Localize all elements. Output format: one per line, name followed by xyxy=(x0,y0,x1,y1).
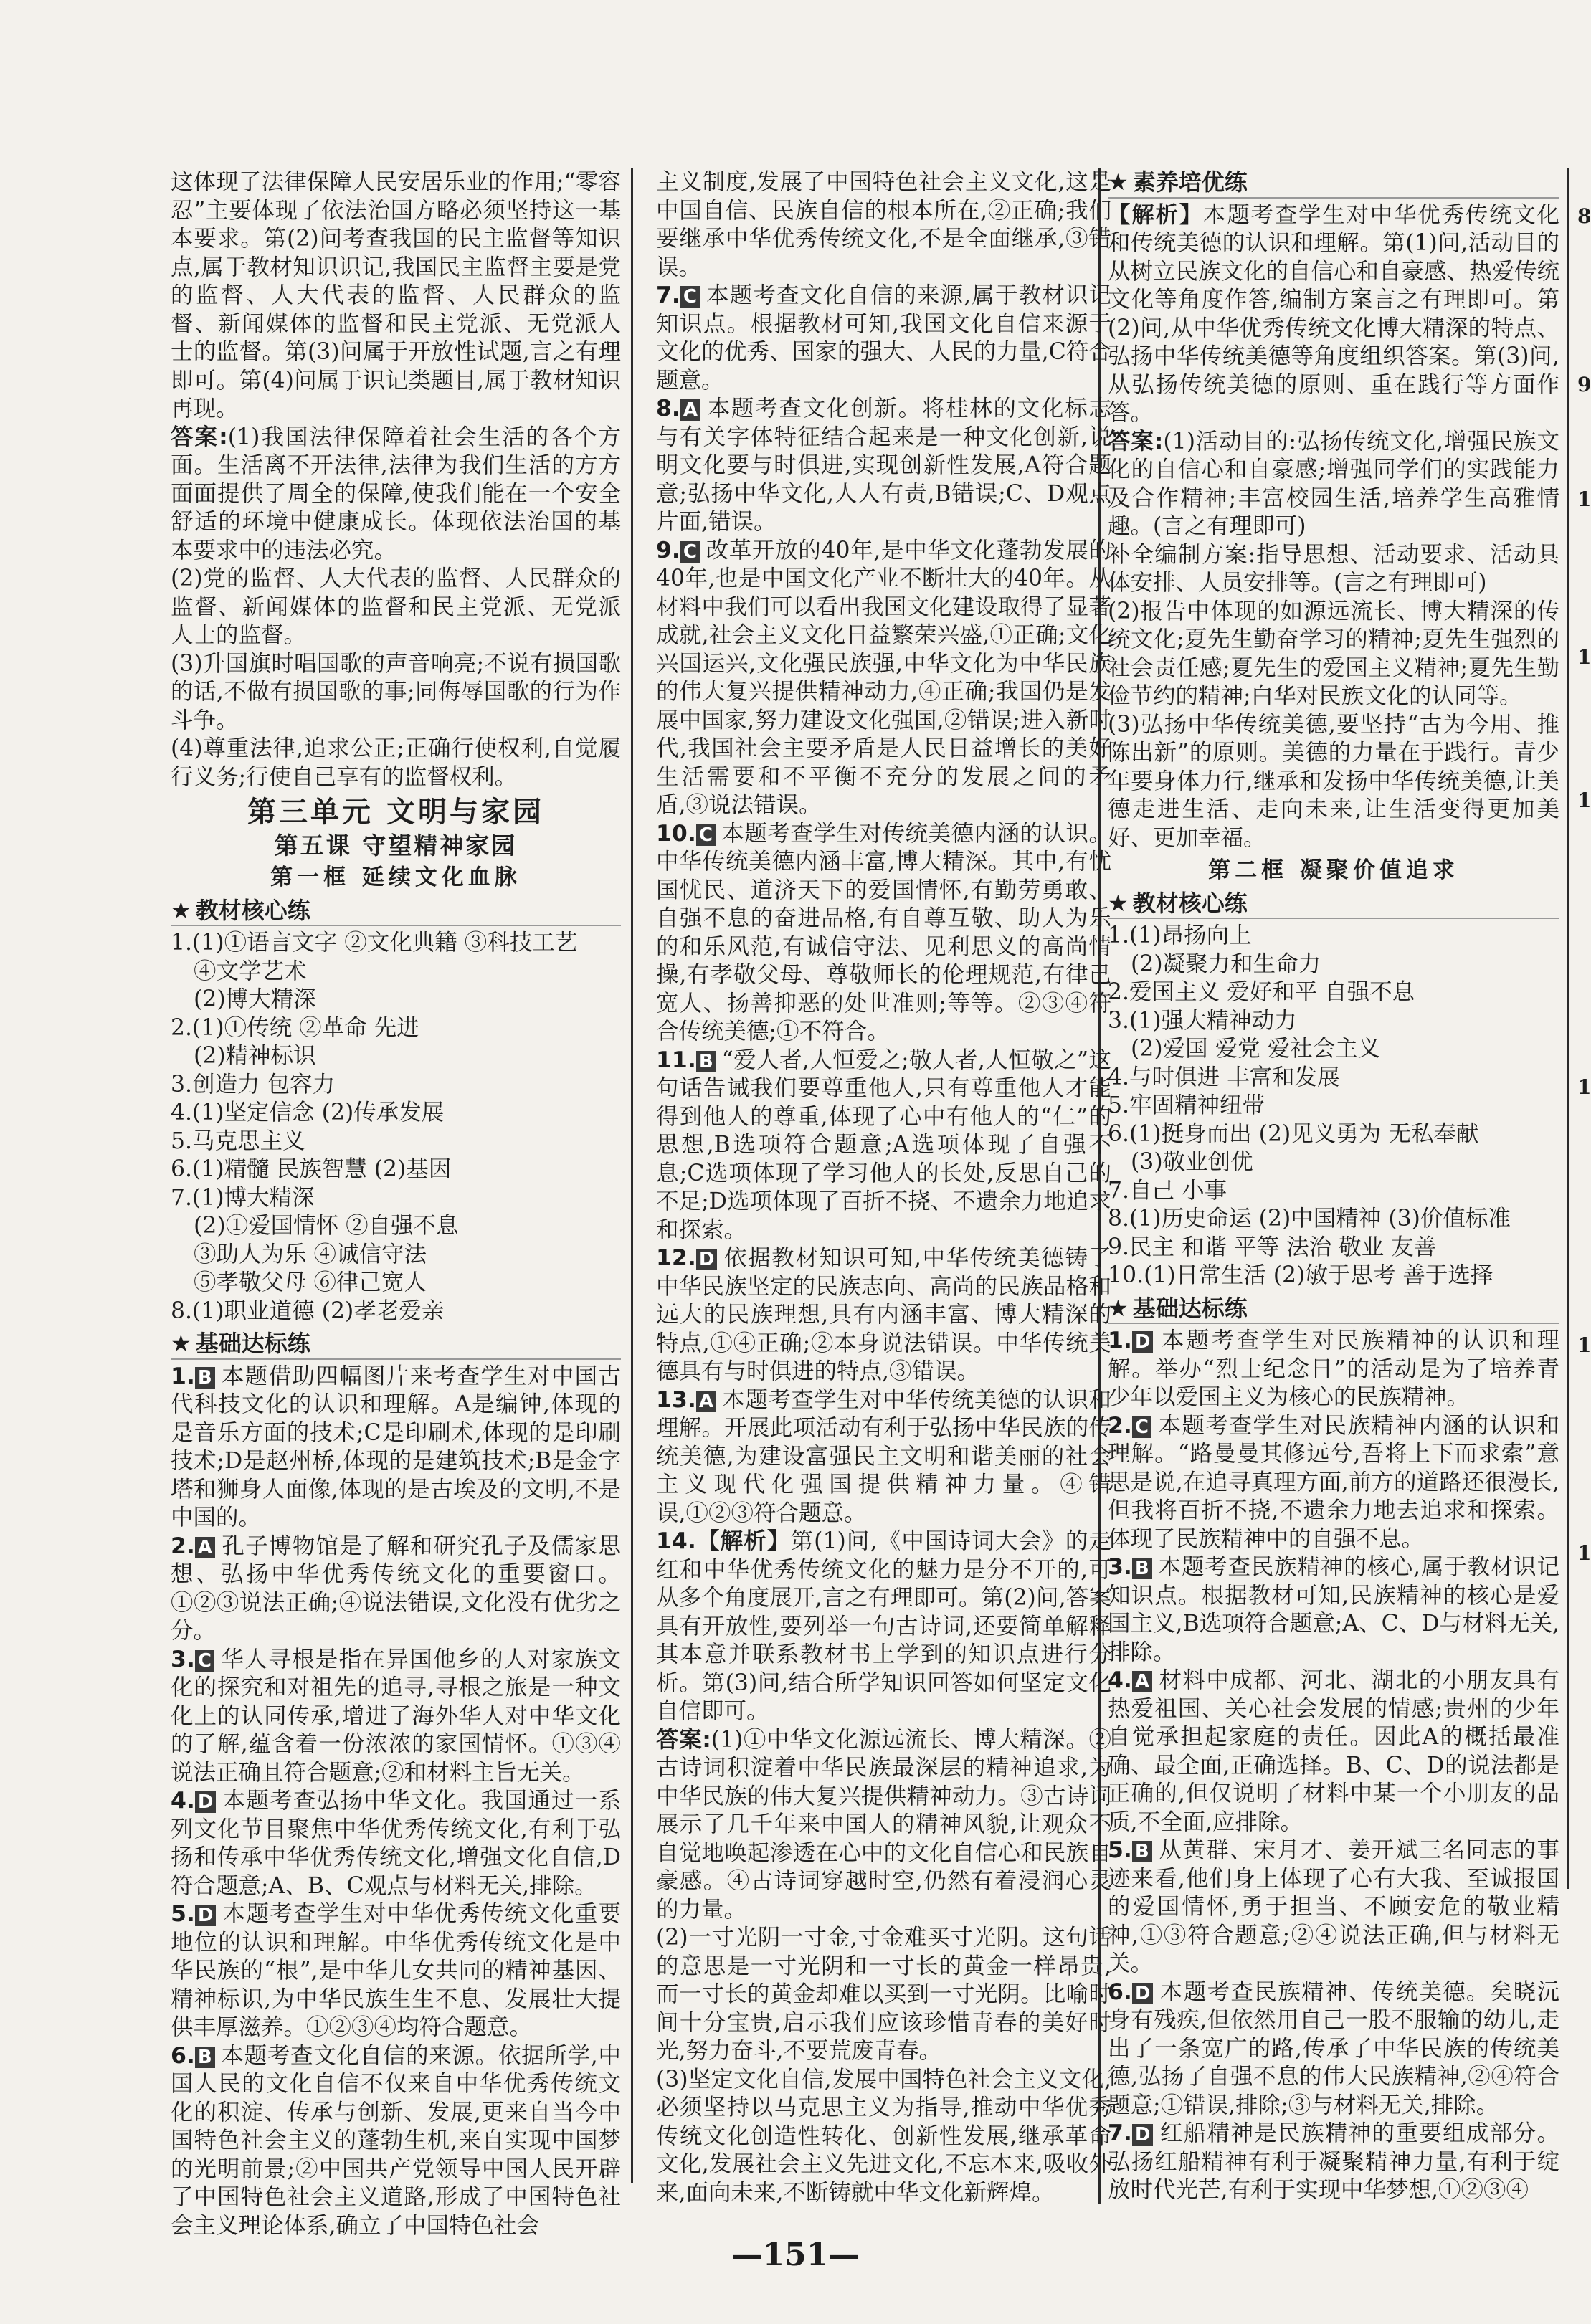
question xyxy=(656,1047,1111,1245)
question-text: 本题考查民族精神的核心,属于教材识记知识点。根据教材可知,民族精神的核心是爱国主义,B选项符合题意;A、C、D与材料无关,排除。 xyxy=(1108,1554,1559,1665)
question xyxy=(656,1386,1111,1528)
question xyxy=(656,1244,1111,1386)
answer-badge: B xyxy=(195,1367,215,1389)
column-right xyxy=(1108,168,1559,2205)
question xyxy=(1108,1667,1559,1837)
question-number: 3. xyxy=(171,1646,195,1672)
answer-badge: B xyxy=(195,2047,215,2068)
answer-paragraph xyxy=(171,424,621,566)
column-left xyxy=(171,168,621,2240)
edge-mark: 1 xyxy=(1577,645,1591,669)
question-text: 本题考查学生对中华优秀传统文化重要地位的认识和理解。中华优秀传统文化是中华民族的“根”,是中华儿女共同的精神基因、精神标识,为中华民族生生不息、发展壮大提供丰厚滋养。①②③④均符合题意。 xyxy=(171,1901,621,2040)
list-item: (2)①爱国情怀 ②自强不息 xyxy=(194,1213,459,1239)
question xyxy=(656,1528,1111,1726)
answer-paragraph: (3)升国旗时唱国歌的声音响亮;不说有损国歌的话,不做有损国歌的事;同侮辱国歌的行为作斗争。 xyxy=(171,650,621,733)
answer-badge: B xyxy=(1132,1841,1152,1862)
question xyxy=(656,395,1111,537)
list-item: ⑤孝敬父母 ⑥律己宽人 xyxy=(194,1270,427,1295)
analysis-paragraph xyxy=(1108,201,1559,428)
list-item: (2)博大精深 xyxy=(194,986,316,1012)
question-text: 改革开放的40年,是中华文化蓬勃发展的40年,也是中国文化产业不断壮大的40年。从材料中我们可以看出我国文化建设取得了显著成就,社会主义文化日益繁荣兴盛,①正确;文化兴国运兴,文化强民族强,中华文化为中华民族的伟大复兴提供精神动力,④正确;我国仍是发展中国家,努力建设文化强国,②错误;进入新时代,我国社会主要矛盾是人民日益增长的美好生活需要和不平衡不充分的发展之间的矛盾,③说法错误。 xyxy=(656,537,1111,818)
edge-mark: 8 xyxy=(1577,204,1591,228)
question xyxy=(656,282,1111,395)
edge-mark: 1 xyxy=(1577,487,1591,511)
answer-badge: C xyxy=(680,541,700,563)
star-icon: ★ xyxy=(1108,889,1129,917)
answer-text: (1)我国法律保障着社会生活的各个方面。生活离不开法律,法律为我们生活的方方面面提供了周全的保障,使我们能在一个安全舒适的环境中健康成长。体现依法治国的基本要求中的违法必究。 xyxy=(171,424,621,563)
list-item: (2)爱国 爱党 爱社会主义 xyxy=(1131,1036,1381,1062)
question-number: 1. xyxy=(1108,1328,1132,1353)
page-number: —151— xyxy=(731,2237,860,2273)
question-number: 7. xyxy=(656,282,680,308)
column-rule-1 xyxy=(631,168,633,2183)
paragraph: 这体现了法律保障人民安居乐业的作用;“零容忍”主要体现了依法治国方略必须坚持这一基本要求。第(2)问考查我国的民主监督等知识点,属于教材知识识记,我国民主监督主要是党的监督、人大代表的监督、人民群众的监督、新闻媒体的监督和民主党派、无党派人士的监督。第(3)问属于开放性试题,言之有理即可。第(4)问属于识记类题目,属于教材知识再现。 xyxy=(171,169,621,422)
question-number: 4. xyxy=(1108,1667,1132,1693)
section-heading xyxy=(171,897,621,927)
question-number: 1. xyxy=(171,1363,195,1389)
question xyxy=(171,1363,621,1533)
answer-paragraph: (2)党的监督、人大代表的监督、人民群众的监督、新闻媒体的监督和民主党派、无党派人士的监督。 xyxy=(171,566,621,648)
section-heading-text: 教材核心练 xyxy=(1132,889,1248,917)
question xyxy=(171,2042,621,2241)
answer-badge: B xyxy=(1132,1558,1152,1579)
question xyxy=(656,820,1111,1047)
question-number: 6. xyxy=(1108,1978,1132,2005)
answer-badge: B xyxy=(696,1051,716,1072)
question-number: 2. xyxy=(1108,1412,1132,1439)
unit-title: 第三单元 文明与家园 xyxy=(247,796,544,829)
list-item: 2.爱国主义 爱好和平 自强不息 xyxy=(1108,979,1415,1005)
star-icon: ★ xyxy=(171,896,191,924)
list-item: 4.与时俱进 丰富和发展 xyxy=(1108,1064,1340,1090)
question-text: “爱人者,人恒爱之;敬人者,人恒敬之”这句话告诫我们要尊重他人,只有尊重他人才能得到他人的尊重,体现了心中有他人的“仁”的思想,B选项符合题意;A选项体现了自强不息;C选项体现了学习他人的长处,反思自己的不足;D选项体现了百折不挠、不遗余力地追求和探索。 xyxy=(656,1047,1111,1243)
frame-title: 第二框 凝聚价值追求 xyxy=(1208,857,1459,883)
answer-badge: A xyxy=(1132,1671,1152,1692)
list-item: 2.(1)①传统 ②革命 先进 xyxy=(171,1014,419,1041)
column-middle xyxy=(656,168,1111,2207)
section-heading-text: 基础达标练 xyxy=(195,1330,310,1357)
answer-badge: A xyxy=(680,399,700,421)
list-item: 3.创造力 包容力 xyxy=(171,1071,336,1097)
answer-badge: D xyxy=(195,1905,217,1926)
question-text: 本题考查文化创新。将桂林的文化标志与有关字体特征结合起来是一种文化创新,说明文化要与时俱进,实现创新性发展,A符合题意;弘扬中华文化,人人有责,B错误;C、D观点片面,错误。 xyxy=(656,396,1111,535)
answer-paragraph: (3)坚定文化自信,发展中国特色社会主义文化,必须坚持以马克思主义为指导,推动中华优秀传统文化创造性转化、创新性发展,继承革命文化,发展社会主义先进文化,不忘本来,吸收外来,面向未来,不断铸就中华文化新辉煌。 xyxy=(656,2066,1111,2206)
question xyxy=(1108,1327,1559,1412)
question xyxy=(171,1787,621,1900)
answer-paragraph: 补全编制方案:指导思想、活动要求、活动具体安排、人员安排等。(言之有理即可) xyxy=(1108,541,1559,596)
list-item: ④文学艺术 xyxy=(194,958,307,984)
star-icon: ★ xyxy=(1108,1294,1129,1322)
question-number: 4. xyxy=(171,1788,195,1814)
section-heading xyxy=(171,1330,621,1360)
question-number: 7. xyxy=(1108,2120,1132,2146)
answer-badge: A xyxy=(696,1391,716,1412)
star-icon: ★ xyxy=(171,1330,191,1357)
answer-label: 答案: xyxy=(1108,428,1164,454)
list-item: (2)凝聚力和生命力 xyxy=(1131,951,1321,977)
question-text: 华人寻根是指在异国他乡的人对家族文化的探究和对祖先的追寻,寻根之旅是一种文化上的认同传承,增进了海外华人对中华文化的了解,蕴含着一份浓浓的家国情怀。①③④说法正确且符合题意;②和材料主旨无关。 xyxy=(171,1646,621,1786)
question-number: 5. xyxy=(171,1901,195,1927)
question-text: 本题考查文化自信的来源。依据所学,中国人民的文化自信不仅来自中华优秀传统文化的积淀、传承与创新、发展,更来自当今中国特色社会主义的蓬勃生机,来自实现中国梦的光明前景;②中国共产党领导中国人民开辟了中国特色社会主义道路,形成了中国特色社会主义理论体系,确立了中国特色社会 xyxy=(171,2042,621,2239)
answer-badge: D xyxy=(1132,2124,1154,2146)
question-text: 第(1)问,《中国诗词大会》的走红和中华优秀传统文化的魅力是分不开的,可从多个角度展开,言之有理即可。第(2)问,答案具有开放性,要列举一句古诗词,还要简单解释其本意并联系教材书上学到的知识点进行分析。第(3)问,结合所学知识回答如何坚定文化自信即可。 xyxy=(656,1528,1111,1724)
answer-badge: C xyxy=(680,286,700,308)
list-item: 4.(1)坚定信念 (2)传承发展 xyxy=(171,1100,445,1125)
section-heading-text: 基础达标练 xyxy=(1132,1294,1248,1322)
question xyxy=(1108,2120,1559,2205)
analysis-label: 【解析】 xyxy=(695,1528,791,1554)
question-text: 从黄群、宋月才、姜开斌三名同志的事迹来看,他们身上体现了心有大我、至诚报国的爱国情怀,勇于担当、不顾安危的敬业精神,①③符合题意;②④说法正确,但与材料无关。 xyxy=(1108,1837,1559,1976)
list-item: 7.自己 小事 xyxy=(1108,1177,1227,1204)
question xyxy=(1108,1412,1559,1554)
list-item: 9.民主 和谐 平等 法治 敬业 友善 xyxy=(1108,1234,1437,1260)
answer-paragraph: (4)尊重法律,追求公正;正确行使权利,自觉履行义务;行使自己享有的监督权利。 xyxy=(171,735,621,790)
question-number: 12. xyxy=(656,1245,696,1271)
answer-paragraph xyxy=(1108,428,1559,541)
question-number: 13. xyxy=(656,1386,696,1413)
list-item: 6.(1)精髓 民族智慧 (2)基因 xyxy=(171,1156,452,1182)
question xyxy=(1108,1553,1559,1667)
answer-paragraph xyxy=(656,1726,1111,1925)
paragraph: 主义制度,发展了中国特色社会主义文化,这是中国自信、民族自信的根本所在,②正确;我们要继承中华优秀传统文化,不是全面继承,③错误。 xyxy=(656,169,1111,280)
list-item: 6.(1)挺身而出 (2)见义勇为 无私奉献 xyxy=(1108,1120,1479,1147)
analysis-label: 【解析】 xyxy=(1108,201,1203,228)
edge-mark: 9 xyxy=(1577,373,1591,396)
answer-badge: D xyxy=(696,1249,718,1270)
question xyxy=(1108,1978,1559,2120)
question-text: 本题借助四幅图片来考查学生对中国古代科技文化的认识和理解。A是编钟,体现的是音乐方面的技术;C是印刷术,体现的是印刷技术;D是赵州桥,体现的是建筑技术;B是金字塔和狮身人面像,体现的是古埃及的文明,不是中国的。 xyxy=(171,1363,621,1530)
star-icon: ★ xyxy=(1108,168,1129,196)
list-item: 1.(1)昂扬向上 xyxy=(1108,923,1252,948)
question-text: 本题考查学生对传统美德内涵的认识。中华传统美德内涵丰富,博大精深。其中,有忧国忧民、道济天下的爱国情怀,有勤劳勇敢、自强不息的奋进品格,有自尊互敬、助人为乐的和乐风范,有诚信守法、见利思义的高尚情操,有孝敬父母、尊敬师长的伦理规范,有律己宽人、扬善抑恶的处世准则;等等。②③④符合传统美德;①不符合。 xyxy=(656,820,1111,1044)
list-item: 5.马克思主义 xyxy=(171,1128,305,1154)
answer-paragraph: (2)报告中体现的如源远流长、博大精深的传统文化;夏先生勤奋学习的精神;夏先生强烈的社会责任感;夏先生的爱国主义精神;夏先生勤俭节约的精神;白华对民族文化的认同等。 xyxy=(1108,598,1559,709)
question-number: 10. xyxy=(656,820,696,847)
analysis-text: 本题考查学生对中华优秀传统文化和传统美德的认识和理解。第(1)问,活动目的从树立民族文化的自信心和自豪感、热爱传统文化等角度作答,编制方案言之有理即可。第(2)问,从中华优秀传统文化博大精深的特点、弘扬中华传统美德等角度组织答案。第(3)问,从弘扬传统美德的原则、重在践行等方面作答。 xyxy=(1108,201,1560,426)
list-item: 1.(1)①语言文字 ②文化典籍 ③科技工艺 xyxy=(171,930,578,956)
answer-badge: C xyxy=(1132,1416,1151,1438)
answer-label: 答案: xyxy=(656,1726,711,1753)
list-item: 8.(1)职业道德 (2)孝老爱亲 xyxy=(171,1297,445,1324)
list-item: 5.牢固精神纽带 xyxy=(1108,1092,1265,1118)
question-text: 材料中成都、河北、湖北的小朋友具有热爱祖国、关心社会发展的情感;贵州的少年自觉承担起家庭的责任。因此A的概括最准确、最全面,正确选择。B、C、D的说法都是正确的,但仅说明了材料中某一个小朋友的品质,不全面,应排除。 xyxy=(1108,1667,1559,1835)
question-text: 本题考查学生对民族精神的认识和理解。举办“烈士纪念日”的活动是为了培养青少年以爱国主义为核心的民族精神。 xyxy=(1108,1328,1559,1410)
edge-mark: 1 xyxy=(1577,1333,1591,1357)
question-text: 本题考查文化自信的来源,属于教材识记知识点。根据教材可知,我国文化自信来源于文化的优秀、国家的强大、人民的力量,C符合题意。 xyxy=(656,282,1111,394)
question xyxy=(171,1533,621,1646)
list-item: 10.(1)日常生活 (2)敏于思考 善于选择 xyxy=(1108,1262,1493,1288)
question-number: 6. xyxy=(171,2042,195,2069)
section-heading-text: 教材核心练 xyxy=(195,896,310,924)
answer-badge: C xyxy=(195,1650,214,1672)
answer-badge: D xyxy=(1132,1331,1154,1353)
list-item: ③助人为乐 ④诚信守法 xyxy=(194,1241,427,1267)
answer-paragraph: (2)一寸光阴一寸金,寸金难买寸光阴。这句话的意思是一寸光阴和一寸长的黄金一样昂贵,而一寸长的黄金却难以买到一寸光阴。比喻时间十分宝贵,启示我们应该珍惜青春的美好时光,努力奋斗,不要荒废青春。 xyxy=(656,1925,1111,2064)
question xyxy=(171,1646,621,1788)
answer-badge: A xyxy=(195,1537,215,1558)
question-text: 本题考查学生对民族精神内涵的认识和理解。“路曼曼其修远兮,吾将上下而求索”意思是说,在追寻真理方面,前方的道路还很漫长,但我将百折不挠,不遗余力地去追求和探索。体现了民族精神中的自强不息。 xyxy=(1108,1412,1559,1552)
column-rule-3 xyxy=(1567,168,1569,1889)
question-text: 本题考查民族精神、传统美德。矣晓沅身有残疾,但依然用自己一股不服输的幼儿,走出了一条宽广的路,传承了中华民族的传统美德,弘扬了自强不息的伟大民族精神,②④符合题意;①错误,排除;③与材料无关,排除。 xyxy=(1108,1978,1559,2118)
edge-mark: 1 xyxy=(1577,789,1591,812)
question-number: 2. xyxy=(171,1533,195,1559)
question-text: 本题考查学生对中华传统美德的认识和理解。开展此项活动有利于弘扬中华民族的传统美德,为建设富强民主文明和谐美丽的社会主义现代化强国提供精神力量。④错误,①②③符合题意。 xyxy=(656,1386,1111,1526)
edge-mark: 1 xyxy=(1577,1541,1591,1565)
question-number: 11. xyxy=(656,1047,696,1073)
question-number: 9. xyxy=(656,537,680,563)
list-item: (2)精神标识 xyxy=(194,1043,316,1069)
list-item: (3)敬业创优 xyxy=(1131,1149,1253,1175)
question-text: 本题考查弘扬中华文化。我国通过一系列文化节目聚焦中华优秀传统文化,有利于弘扬和传承中华优秀传统文化,增强文化自信,D符合题意;A、B、C观点与材料无关,排除。 xyxy=(171,1788,621,1899)
answer-badge: C xyxy=(696,824,716,846)
question-number: 8. xyxy=(656,396,680,422)
question-text: 依据教材知识可知,中华传统美德铸了中华民族坚定的民族志向、高尚的民族品格和远大的民族理想,具有内涵丰富、博大精深的特点,①④正确;②本身说法错误。中华传统美德具有与时俱进的特点,③错误。 xyxy=(656,1245,1111,1384)
section-heading xyxy=(1108,890,1559,920)
list-item: 3.(1)强大精神动力 xyxy=(1108,1007,1297,1034)
answer-label: 答案: xyxy=(171,424,228,450)
answer-text: (1)①中华文化源远流长、博大精深。②古诗词积淀着中华民族最深层的精神追求,为中华民族的伟大复兴提供精神动力。③古诗词展示了几千年来中国人的精神风貌,让观众不自觉地唤起渗透在心中的文化自信心和民族自豪感。④古诗词穿越时空,仍然有着浸润心灵的力量。 xyxy=(656,1726,1111,1923)
list-item: 7.(1)博大精深 xyxy=(171,1184,315,1211)
answer-paragraph: (3)弘扬中华传统美德,要坚持“古为今用、推陈出新”的原则。美德的力量在于践行。青少年要身体力行,继承和发扬中华传统美德,让美德走进生活、走向未来,让生活变得更加美好、更加幸福。 xyxy=(1108,711,1559,851)
question xyxy=(171,1900,621,2042)
question xyxy=(1108,1837,1559,1978)
question-number: 5. xyxy=(1108,1837,1132,1863)
section-heading-text: 素养培优练 xyxy=(1132,168,1248,196)
edge-mark: 1 xyxy=(1577,1075,1591,1099)
section-heading xyxy=(1108,168,1559,199)
frame-title: 第一框 延续文化血脉 xyxy=(270,865,521,890)
question-text: 红船精神是民族精神的重要组成部分。弘扬红船精神有利于凝聚精神力量,有利于绽放时代光芒,有利于实现中华梦想,①②③④ xyxy=(1108,2120,1559,2203)
question xyxy=(656,537,1111,820)
answer-text: (1)活动目的:弘扬传统文化,增强民族文化的自信心和自豪感;增强同学们的实践能力及合作精神;丰富校园生活,培养学生高雅情趣。(言之有理即可) xyxy=(1108,428,1559,539)
question-text: 孔子博物馆是了解和研究孔子及儒家思想、弘扬中华优秀传统文化的重要窗口。①②③说法正确;④说法错误,文化没有优劣之分。 xyxy=(171,1533,621,1644)
section-heading xyxy=(1108,1295,1559,1325)
answer-badge: D xyxy=(195,1791,217,1813)
lesson-title: 第五课 守望精神家园 xyxy=(274,831,518,859)
list-item: 8.(1)历史命运 (2)中国精神 (3)价值标准 xyxy=(1108,1206,1511,1232)
question-number: 3. xyxy=(1108,1554,1132,1580)
question-number: 14. xyxy=(656,1528,696,1554)
answer-badge: D xyxy=(1132,1983,1154,2004)
